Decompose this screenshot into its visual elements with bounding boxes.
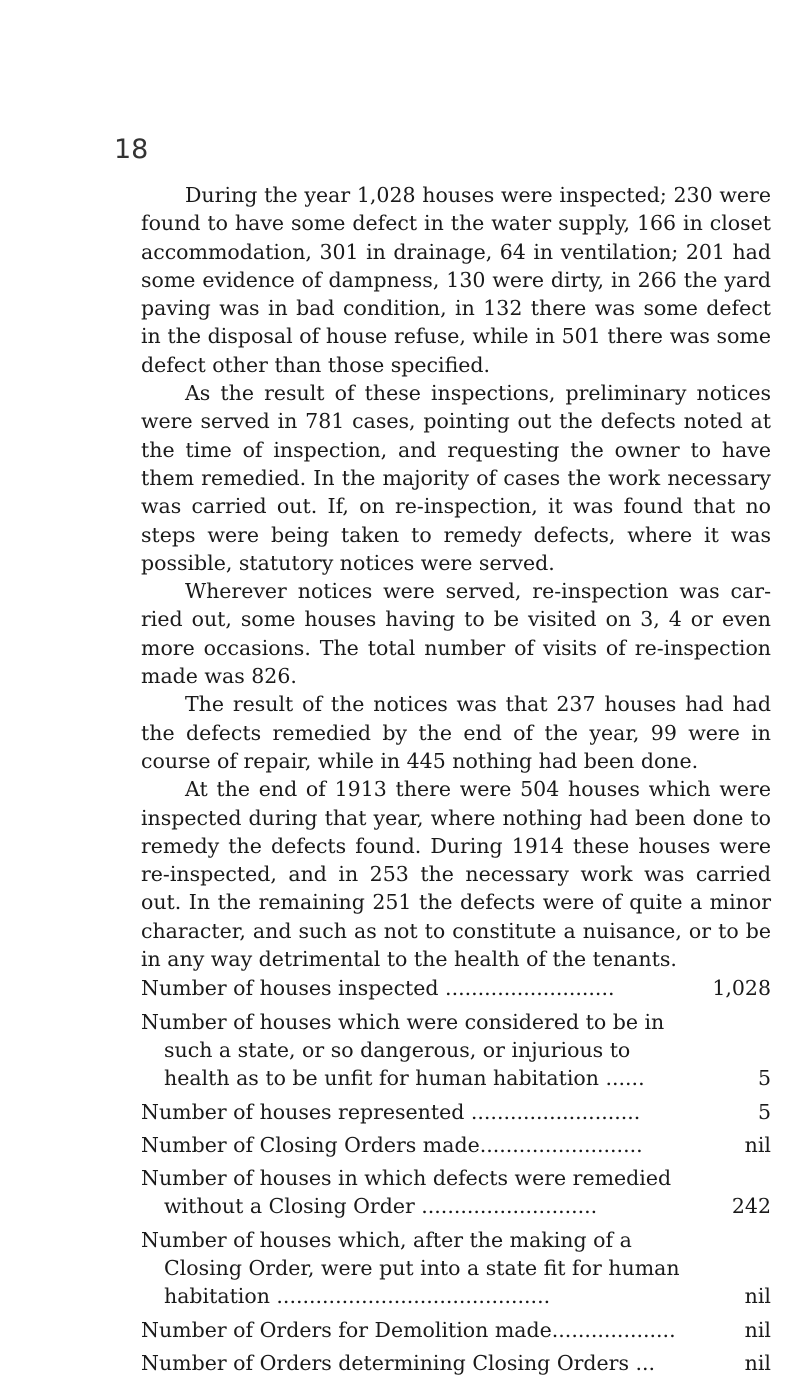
stat-value: 5: [757, 1066, 771, 1091]
stat-value: 242: [731, 1194, 771, 1219]
stat-row-orders-determining: [141, 1349, 771, 1377]
stat-value: nil: [744, 1284, 771, 1309]
stat-row-houses-inspected: [141, 974, 771, 1002]
paragraph-re-inspection: Wherever notices were served, re-inspection was carried out, some houses having to be visited on 3, 4 or even more occasions. The total number of visits of re-inspection made was 826.: [141, 579, 771, 689]
stat-label: Number of houses which were considered to be in such a state, or so dangerous, or injurious to health as to be unfit for human habitation ......: [141, 1009, 665, 1091]
stat-value: 5: [757, 1099, 771, 1124]
stat-row-demolition-orders: [141, 1316, 771, 1344]
stat-label: Number of houses in which defects were remedied without a Closing Order ...........................: [141, 1166, 672, 1219]
stat-row-unfit-houses: [141, 1008, 771, 1093]
stat-label: Number of houses inspected ..........................: [141, 976, 615, 1001]
paragraph-preliminary-notices: As the result of these inspections, preliminary notices were served in 781 cases, pointing out the defects noted at the time of inspection, and requesting the owner to have them remedied. In the majority of cases the work necessary was carried out. If, on re-inspection, it was found that no steps were being taken to remedy defects, where it was possible, statutory notices were served.: [141, 381, 771, 575]
stat-label: Number of Orders for Demolition made...................: [141, 1317, 676, 1342]
document-body: [141, 181, 771, 1382]
stat-value: 1,028: [712, 976, 771, 1001]
stat-row-made-fit: [141, 1226, 771, 1311]
stat-value: nil: [744, 1132, 771, 1157]
statistics-list: [141, 974, 771, 1377]
stat-value: nil: [744, 1350, 771, 1375]
stat-row-defects-remedied: [141, 1164, 771, 1221]
page-number: 18: [114, 134, 149, 165]
stat-label: Number of houses which, after the making of a Closing Order, were put into a state fit for human habitation ..........................................: [141, 1227, 680, 1309]
stat-label: Number of houses represented ..........................: [141, 1099, 641, 1124]
stat-row-houses-represented: [141, 1098, 771, 1126]
paragraph-notice-results: The result of the notices was that 237 houses had had the defects remedied by the end of the year, 99 were in course of repair, while in 445 nothing had been done.: [141, 692, 771, 773]
stat-value: nil: [744, 1317, 771, 1342]
stat-row-closing-orders: [141, 1131, 771, 1159]
paragraph-inspections: During the year 1,028 houses were inspected; 230 were found to have some defect in the water supply, 166 in closet accommodation, 301 in drainage, 64 in ventilation; 201 had some evidence of dampness, 130 were dirty, in 266 the yard paving was in bad condition, in 132 there was some defect in the disposal of house refuse, while in 501 there was some defect other than those specified.: [141, 183, 771, 377]
paragraph-1913-houses: At the end of 1913 there were 504 houses which were inspected during that year, where nothing had been done to remedy the defects found. During 1914 these houses were re-inspected, and in 253 the necessary work was carried out. In the remaining 251 the defects were of quite a minor character, and such as not to constitute a nuisance, or to be in any way detrimental to the health of the tenants.: [141, 777, 771, 972]
stat-label: Number of Orders determining Closing Orders ...: [141, 1350, 656, 1375]
stat-label: Number of Closing Orders made.........................: [141, 1132, 643, 1157]
